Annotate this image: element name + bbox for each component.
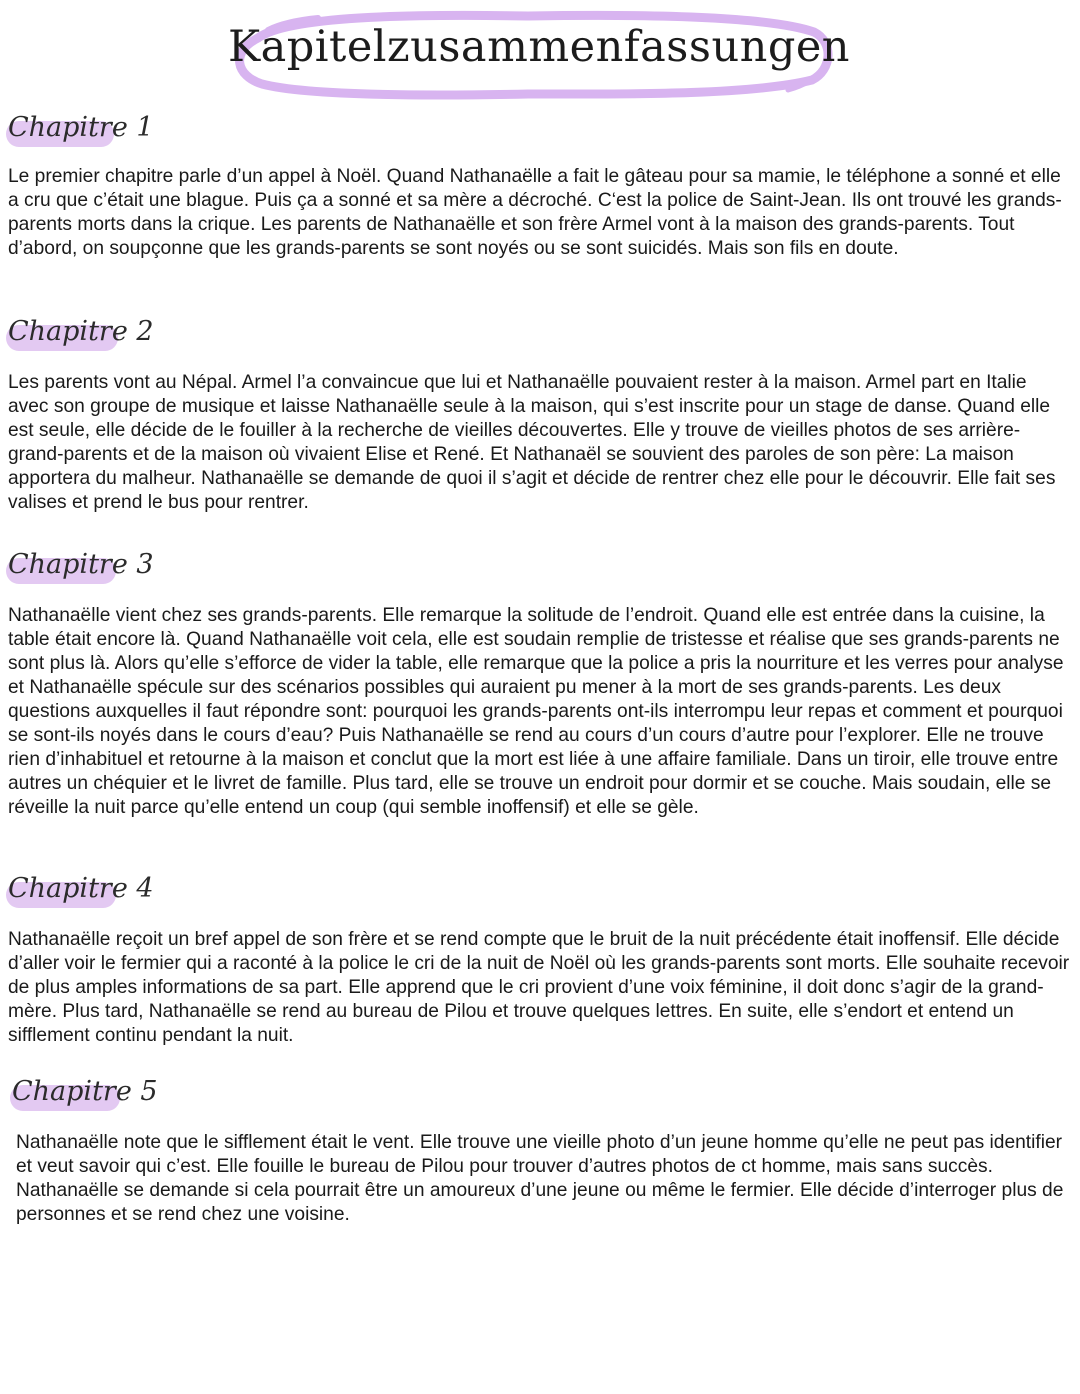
- chapter-section-2: [0, 316, 1080, 515]
- chapter-heading-5: [10, 1076, 158, 1116]
- chapter-summary-3: Nathanaëlle vient chez ses grands-parents. Elle remarque la solitude de l’endroit. Quand elle est entrée dans la cuisine, la table était encore là. Quand Nathanaëlle voit cela, elle est soudain remplie de tristesse et réalise que ses grands-parents ne sont plus là. Alors qu’elle s’efforce de vider la table, elle remarque que la police a pris la nourriture et les verres pour analyse et Nathanaëlle spécule sur des scénarios possibles qui auraient pu mener à la mort de ses grands-parents. Les deux questions auxquelles il faut répondre sont: pourquoi les grands-parents ont-ils interrompu leur repas et comment et pourquoi se sont-ils noyés dans le cours d’eau? Puis Nathanaëlle se rend au cours d’un cours d’autre pour l’explorer. Elle ne trouve rien d’inhabituel et retourne à la maison et conclut que la mort est liée à une affaire familiale. Dans un tiroir, elle trouve entre autres un chéquier et le livret de famille. Plus tard, elle se trouve un endroit pour dormir et se couche. Mais soudain, elle se réveille la nuit parce qu’elle entend un coup (qui semble inoffensif) et elle se gèle.: [8, 605, 1064, 818]
- chapter-heading-text: Chapitre 1: [8, 112, 154, 143]
- chapter-heading-1: [6, 112, 154, 152]
- chapter-heading-text: Chapitre 2: [8, 316, 154, 347]
- chapter-section-1: [0, 112, 1080, 261]
- page-title: Kapitelzusammenfassungen: [228, 22, 850, 72]
- chapter-heading-text: Chapitre 4: [8, 873, 154, 904]
- chapter-heading-2: [6, 316, 154, 356]
- title-banner: [228, 8, 850, 100]
- chapter-heading-text: Chapitre 3: [8, 549, 154, 580]
- chapter-heading-3: [6, 549, 154, 589]
- chapter-summary-5: Nathanaëlle note que le sifflement était le vent. Elle trouve une vieille photo d’un jeune homme qu’elle ne peut pas identifier et veut savoir qui c’est. Elle fouille le bureau de Pilou pour trouver d’autres photos de ct homme, mais sans succès. Nathanaëlle se demande si cela pourrait être un amoureux d’une jeune ou même le fermier. Elle décide d’interroger plus de personnes et se rend chez une voisine.: [16, 1132, 1064, 1225]
- chapter-summary-1: Le premier chapitre parle d’un appel à Noël. Quand Nathanaëlle a fait le gâteau pour sa mamie, le téléphone a sonné et elle a cru que c’était une blague. Puis ça a sonné et sa mère a décroché. C‘est la police de Saint-Jean. Ils ont trouvé les grands-parents morts dans la crique. Les parents de Nathanaëlle et son frère Armel vont à la maison des grands-parents. Tout d’abord, on soupçonne que les grands-parents se sont noyés ou se sont suicidés. Mais son fils en doute.: [8, 166, 1062, 259]
- chapter-heading-text: Chapitre 5: [12, 1076, 158, 1107]
- chapter-summary-4: Nathanaëlle reçoit un bref appel de son frère et se rend compte que le bruit de la nuit précédente était inoffensif. Elle décide d’aller voir le fermier qui a raconté à la police le cri de la nuit de Noël où les grands-parents sont morts. Elle souhaite recevoir de plus amples informations de sa part. Elle apprend que le cri provient d’une voix féminine, il doit donc s’agir de la grand-mère. Plus tard, Nathanaëlle se rend au bureau de Pilou et trouve quelques lettres. En suite, elle s’endort et entend un sifflement continu pendant la nuit.: [8, 929, 1070, 1046]
- chapter-heading-4: [6, 873, 154, 913]
- chapter-summary-2: Les parents vont au Népal. Armel l’a convaincue que lui et Nathanaëlle pouvaient rester à la maison. Armel part en Italie avec son groupe de musique et laisse Nathanaëlle seule à la maison, qui s’est inscrite pour un stage de danse. Quand elle est seule, elle décide de le fouiller à la recherche de vieilles découvertes. Elle y trouve de vieilles photos de ses arrière-grand-parents et de la maison où vivaient Elise et René. Et Nathanaël se souvient des paroles de son père: La maison apportera du malheur. Nathanaëlle se demande de quoi il s’agit et décide de rentrer chez elle pour le découvrir. Elle fait ses valises et prend le bus pour rentrer.: [8, 372, 1056, 513]
- chapter-section-4: [0, 873, 1080, 1048]
- chapter-section-5: [0, 1076, 1080, 1227]
- chapter-section-3: [0, 549, 1080, 820]
